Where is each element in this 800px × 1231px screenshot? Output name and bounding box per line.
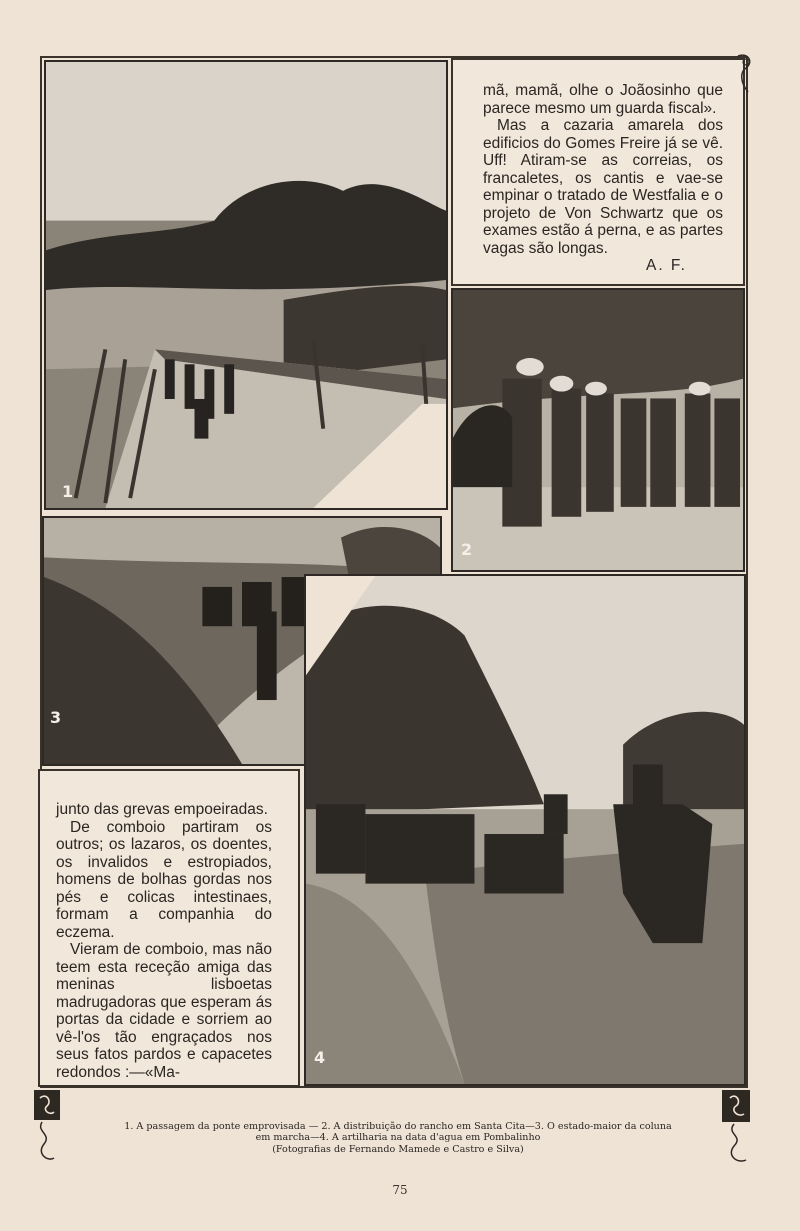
paragraph: mã, mamã, olhe o Joãosinho que parece mesmo um guarda fiscal». [483,82,723,117]
paragraph: Vieram de comboio, mas não teem esta receção amiga das meninas lisboetas madrugadoras que esperam ás portas da cidade e sorriem ao vê-l'os tão engraçados nos seus fatos pardos e capacetes redondos :—«Ma- [56,941,272,1081]
paragraph: De comboio partiram os outros; os lazaros, os doentes, os invalidos e estropiados, homens de bolhas gordas nos pés e colicas intestinaes, formam a companhia do eczema. [56,818,272,941]
photo-ration-distribution [451,288,745,572]
photo-number: 3 [50,708,62,727]
page-number: 75 [392,1183,408,1197]
caption-line: em marcha—4. A artilharia na data d'agua em Pombalinho [255,1132,541,1144]
photo-number: 4 [314,1048,326,1067]
ornament-bottom-left [32,1088,64,1166]
ornament-top-right [734,52,756,96]
photo-number: 2 [461,540,473,559]
caption-credit: (Fotografias de Fernando Mamede e Castro e Silva) [272,1143,524,1155]
ornament-bottom-right [720,1088,754,1168]
photo-bridge-crossing [44,60,448,510]
photo-number: 1 [62,482,74,501]
photo-caption [78,1121,718,1155]
article-text-bottom [38,769,300,1087]
photo-artillery-river [304,574,746,1086]
caption-line: 1. A passagem da ponte emprovisada — 2. A distribuição do rancho em Santa Cita—3. O estado-maior da coluna [124,1121,672,1132]
article-text-top [451,58,745,286]
paragraph: junto das grevas empoeiradas. [56,801,268,818]
author-signature: A. F. [645,257,687,274]
paragraph: Mas a cazaria amarela dos edificios do Gomes Freire já se vê. Uff! Atiram-se as correias, os francaletes, os cantis e vae-se empinar o tratado de Westfalia e o projeto de Von Schwartz que os exames estão á perna, e as partes vagas são longas. [483,117,723,257]
